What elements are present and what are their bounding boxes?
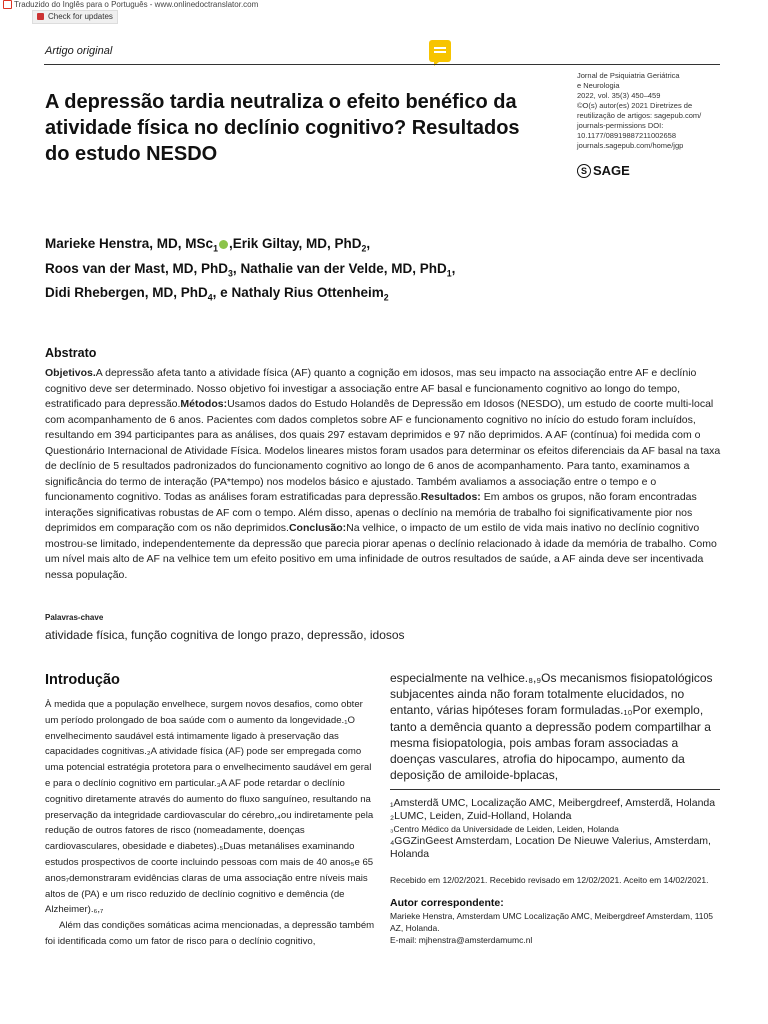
comment-note-icon[interactable] [429, 40, 451, 62]
sage-s-icon: S [577, 164, 591, 178]
author-affil-number: 2 [361, 243, 367, 254]
corresponding-author-details [390, 910, 720, 946]
introduction-heading: Introdução [45, 672, 120, 688]
affiliation-4: ₄GGZinGeest Amsterdam, Location De Nieuwe Valerius, Amsterdam, Holanda [390, 835, 711, 860]
journal-rights: ©O(s) autor(es) 2021 Diretrizes de reutilização de artigos: sagepub.com/ journals-permissions DOI: 10.1177/08919887211002658 [577, 101, 702, 140]
corresponding-author-heading: Autor correspondente: [390, 897, 504, 909]
abstract-objectives-label: Objetivos. [45, 367, 96, 379]
publisher-name: SAGE [593, 163, 630, 178]
journal-name-line2: e Neurologia [577, 81, 620, 90]
journal-name-line1: Jornal de Psiquiatria Geriátrica [577, 71, 680, 80]
abstract-methods-label: Métodos: [180, 398, 228, 410]
paper-title: A depressão tardia neutraliza o efeito benéfico da atividade física no declínio cognitivo? Resultados do estudo NESDO [45, 91, 520, 165]
pdf-icon [3, 0, 12, 9]
author-conjunction: e [220, 285, 228, 301]
corresponding-author-email[interactable]: E-mail: mjhenstra@amsterdamumc.nl [390, 935, 533, 945]
author-name: Erik Giltay, MD, PhD [232, 236, 362, 251]
abstract-conclusion-label: Conclusão: [288, 522, 347, 534]
affiliation-1: ₁Amsterdã UMC, Localização AMC, Meibergdreef, Amsterdã, Holanda [390, 797, 716, 809]
author-affil-number: 4 [207, 293, 213, 304]
affiliation-3: ₃Centro Médico da Universidade de Leiden, Leiden, Holanda [390, 824, 619, 834]
abstract-conclusion: Na velhice, o impacto de um estilo de vida mais inativo no declínio cognitivo mostrou-se limitado, independentemente da depressão que parecia piorar apenas o declínio relacionado à idade da memória de trabalho. Como um nível mais alto de AF na velhice tem um efeito positivo em uma infinidade de outros resultados de saúde, a AF ainda deve ser incentivada nessa população. [45, 522, 717, 581]
translator-banner-text[interactable]: Traduzido do Inglês para o Português - www.onlinedoctranslator.com [14, 0, 259, 9]
author-name: Marieke Henstra, MD, MSc [45, 236, 214, 251]
author-name: Roos van der Mast, MD, PhD [45, 260, 229, 276]
journal-info [577, 71, 727, 151]
orcid-icon[interactable] [219, 240, 228, 249]
abstract-results-label: Resultados: [420, 491, 481, 503]
author-affil-number: 1 [446, 268, 452, 279]
author-name: Nathaly Rius Ottenheim [231, 285, 384, 301]
affiliation-2: ₂LUMC, Leiden, Zuid-Holland, Holanda [390, 810, 572, 822]
intro-paragraph-2: Além das condições somáticas acima mencionadas, a depressão também foi identificada como um fator de risco para o declínio cognitivo, [45, 920, 375, 947]
header-divider [44, 64, 720, 65]
author-affil-number: 1 [213, 243, 218, 254]
article-type: Artigo original [45, 45, 113, 57]
author-name: Nathalie van der Velde, MD, PhD [240, 260, 447, 276]
check-updates-label: Check for updates [48, 12, 113, 21]
author-name: Didi Rhebergen, MD, PhD [45, 285, 208, 301]
journal-volume: 2022, vol. 35(3) 450–459 [577, 91, 661, 100]
intro-right-column: especialmente na velhice.₈,₉Os mecanismos fisiopatológicos subjacentes ainda não foram totalmente elucidados, no entanto, várias hipóteses foram formuladas.₁₀Por exemplo, tanto a demência quanto a depressão podem compartilhar a mesma fisiopatologia, pois ambas foram associadas a doenças vasculares, atrofia do hipocampo, aumento da deposição de amiloide-bplacas, [390, 671, 713, 783]
check-updates-button[interactable] [32, 10, 118, 24]
intro-left-column [45, 697, 375, 950]
author-affil-number: 3 [228, 268, 233, 279]
abstract-body [45, 366, 722, 583]
abstract-results: Em ambos os grupos, não foram encontradas interações significativas robustas de AF com o tempo. Além disso, apenas o declínio na memória de trabalho foi significativamente pior nos deprimidos em comparação com os não deprimidos. [45, 491, 697, 534]
keywords-label: Palavras-chave [45, 613, 104, 622]
translator-banner[interactable] [0, 0, 258, 10]
abstract-heading: Abstrato [45, 346, 97, 360]
author-affil-number: 2 [383, 293, 389, 304]
author-list: Marieke Henstra, MD, MSc$_1$ ,Erik Giltay, MD, PhD$_2$, Roos van der Mast, MD, PhD$_3$, Nathalie van der Velde, MD, PhD$_1$, Didi Rhebergen, MD, PhD$_4$, e Nathaly Rius Ottenheim$_2$ [45, 236, 456, 304]
affiliations [390, 797, 720, 861]
corresponding-author-address: Marieke Henstra, Amsterdam UMC Localização AMC, Meibergdreef Amsterdam, 1105 AZ, Holanda. [390, 911, 713, 933]
journal-url[interactable]: journals.sagepub.com/home/jgp [577, 141, 684, 150]
sage-logo [577, 163, 630, 178]
intro-paragraph-1: À medida que a população envelhece, surgem novos desafios, como obter um período prolongado de boa saúde com o aumento da longevidade.₁O envelhecimento saudável está intimamente ligado à preservação das capacidades cognitivas.₂A atividade física (AF) pode ser empregada como uma potencial estratégia protetora para o envelhecimento saudável em geral e para o declínio cognitivo em particular.₃A AF pode retardar o declínio cognitivo diretamente através do aumento do fluxo sanguíneo, resultando na preservação da integridade cardiovascular do cérebro,₄ou indiretamente pela redução de outros fatores de risco (nomeadamente, doenças cardiovasculares, obesidade e diabetes).₅Duas metanálises examinando estudos prospectivos de coorte incluindo pessoas com mais de 40 anos₅e 65 anos₇demonstraram evidências claras de uma associação entre níveis mais altos de (PA) e um risco reduzido de declínio cognitivo e demência (de Alzheimer).₆,₇ [45, 699, 374, 916]
abstract-objectives: A depressão afeta tanto a atividade física (AF) quanto a cognição em idosos, mas seu impacto na associação entre AF e declínio cognitivo deve ser determinado. Nosso objetivo foi investigar a associação entre AF basal e funcionamento cognitivo ao longo do tempo, estratificado para depressão. [45, 367, 697, 410]
keywords-text: atividade física, função cognitiva de longo prazo, depressão, idosos [45, 628, 405, 642]
affiliations-divider [390, 789, 720, 790]
crossmark-icon [37, 13, 44, 20]
received-dates: Recebido em 12/02/2021. Recebido revisado em 12/02/2021. Aceito em 14/02/2021. [390, 875, 709, 885]
abstract-methods: Usamos dados do Estudo Holandês de Depressão em Idosos (NESDO), um estudo de coorte multi-local com acompanhamento de 6 anos. Pacientes com dados completos sobre AF e funcionamento cognitivo no início do estudo foram incluídos, resultando em 394 participantes para as análises, dos quais 297 estavam deprimidos e 97 não deprimidos. A AF (contínua) foi medida com o Questionário Internacional de Atividade Física. Modelos lineares mistos foram usados para determinar os efeitos diferenciais da AF basal na taxa de declínio de 5 resultados padronizados do funcionamento cognitivo ao longo de 6 anos de acompanhamento. Para tanto, examinamos a significância do termo de interação (PA*tempo) nos modelos básico e ajustado. Também avaliamos a associação entre o tempo e o funcionamento cognitivo. Todas as análises foram estratificadas para depressão. [45, 398, 721, 503]
